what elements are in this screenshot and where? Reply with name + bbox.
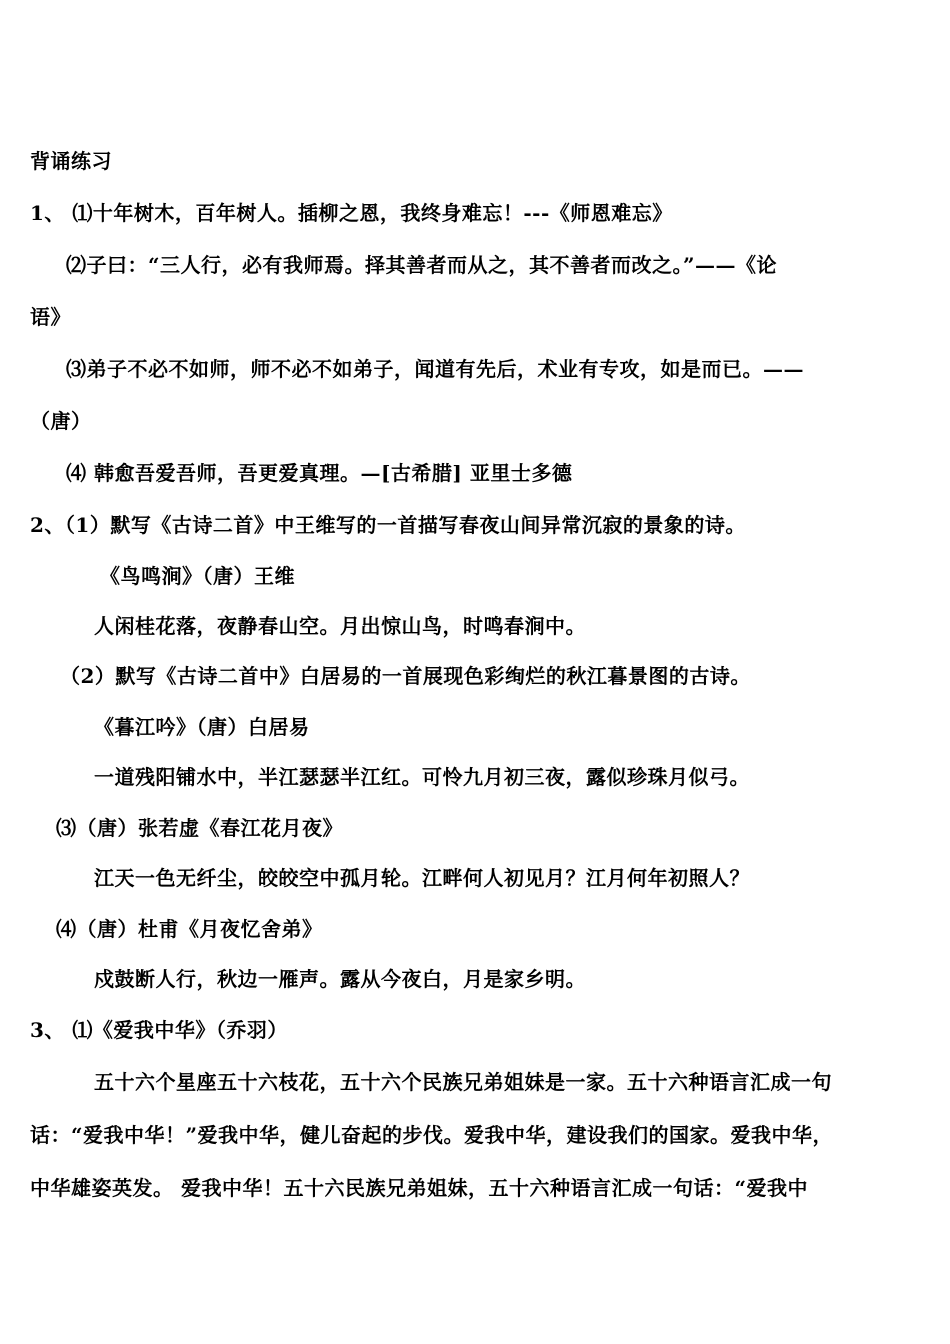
text-line: （唐） (30, 409, 92, 433)
text-line: 1、 ⑴十年树木，百年树人。插柳之恩，我终身难忘！---《师恩难忘》 (30, 201, 673, 225)
text-line: ⑶弟子不必不如师，师不必不如弟子，闻道有先后，术业有专攻，如是而已。—— (66, 357, 804, 381)
text-line: 《暮江吟》（唐）白居易 (94, 715, 310, 739)
text-line: 一道残阳铺水中，半江瑟瑟半江红。可怜九月初三夜，露似珍珠月似弓。 (94, 765, 750, 789)
text-line: 话：“爱我中华！”爱我中华，健儿奋起的步伐。爱我中华，建设我们的国家。爱我中华， (30, 1123, 834, 1147)
text-line: 2、（1）默写《古诗二首》中王维写的一首描写春夜山间异常沉寂的景象的诗。 (30, 513, 746, 537)
text-line: ⑷（唐）杜甫《月夜忆舍弟》 (56, 917, 323, 941)
text-line: （2）默写《古诗二首中》白居易的一首展现色彩绚烂的秋江暮景图的古诗。 (60, 664, 751, 688)
text-line: 五十六个星座五十六枝花，五十六个民族兄弟姐妹是一家。五十六种语言汇成一句 (94, 1070, 832, 1094)
document-title: 背诵练习 (30, 149, 112, 173)
text-line: 《鸟鸣涧》（唐）王维 (100, 564, 295, 588)
text-line: 江天一色无纤尘，皎皎空中孤月轮。江畔何人初见月？江月何年初照人？ (94, 866, 750, 890)
text-line: 3、 ⑴《爱我中华》（乔羽） (30, 1018, 288, 1042)
text-line: 戍鼓断人行，秋边一雁声。露从今夜白，月是家乡明。 (94, 967, 586, 991)
text-line: 人闲桂花落，夜静春山空。月出惊山鸟，时鸣春涧中。 (94, 614, 586, 638)
text-line: 语》 (30, 305, 71, 329)
text-line: ⑶（唐）张若虚《春江花月夜》 (56, 816, 343, 840)
text-line: ⑷ 韩愈吾爱吾师，吾更爱真理。—[古希腊] 亚里士多德 (66, 461, 573, 485)
text-line: ⑵子曰：“三人行，必有我师焉。择其善者而从之，其不善者而改之。”——《论 (66, 253, 778, 277)
text-line: 中华雄姿英发。 爱我中华！五十六民族兄弟姐妹，五十六种语言汇成一句话：“爱我中 (30, 1176, 808, 1200)
